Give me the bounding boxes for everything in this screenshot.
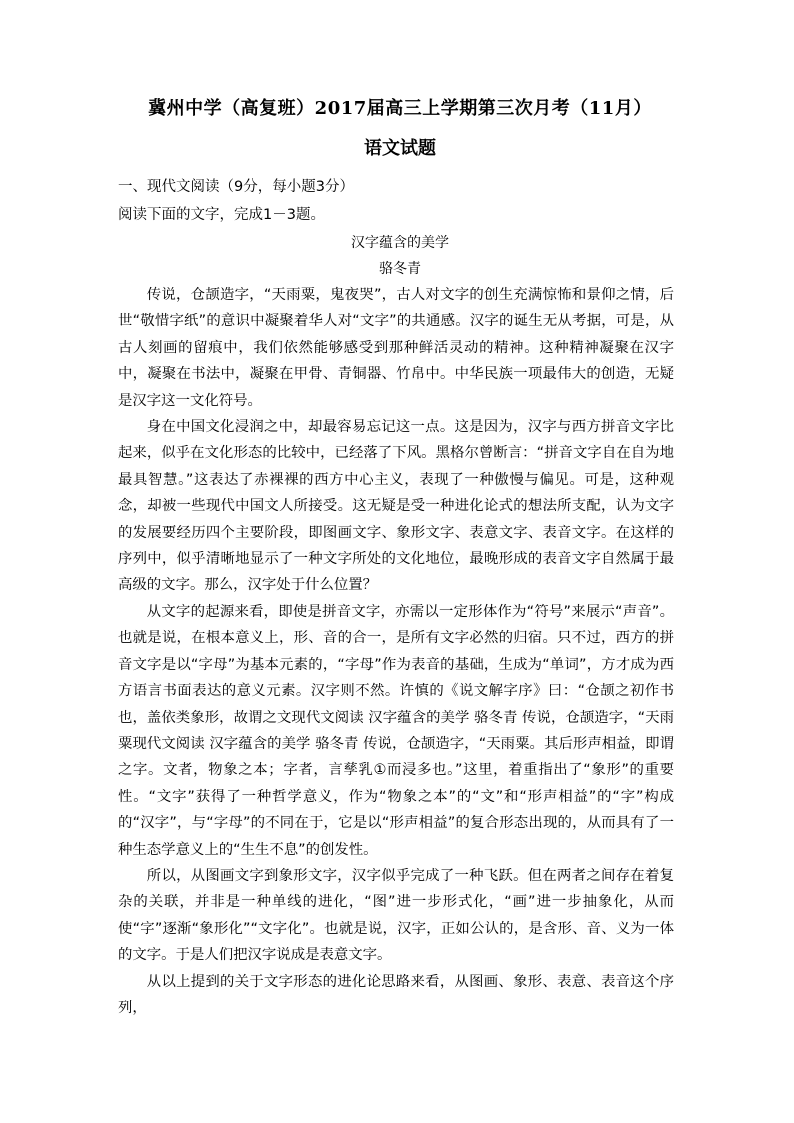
paragraph: 从以上提到的关于文字形态的进化论思路来看，从图画、象形、表意、表音这个序列， bbox=[118, 973, 674, 1016]
section-heading: 一、现代文阅读（9分，每小题3分） bbox=[118, 179, 354, 195]
section-instruction: 阅读下面的文字，完成1－3题。 bbox=[118, 207, 325, 223]
paragraph: 从文字的起源来看，即使是拼音文字，亦需以一定形体作为“符号”来展示“声音”。也就是说，在根本意义上，形、音的合一，是所有文字必然的归宿。只不过，西方的拼音文字是以“字母”为基本元素的，“字母”作为表音的基础，生成为“单词”，方才成为西方语言书面表达的意义元素。汉字则不然。许慎的《说文解字序》曰：“仓颉之初作书也，盖依类象形，故谓之文现代文阅读 汉字蕴含的美学 骆冬青 传说，仓颉造字，“天雨粟现代文阅读 汉字蕴含的美学 骆冬青 传说，仓颉造字，“天雨粟。其后形声相益，即谓之字。文者，物象之本；字者，言孳乳①而浸多也。”这里，着重指出了“象形”的重要性。“文字”获得了一种哲学意义，作为“物象之本”的“文”和“形声相益”的“字”构成的“汉字”，与“字母”的不同在于，它是以“形声相益”的复合形态出现的，从而具有了一种生态学意义上的“生生不息”的创发性。 bbox=[118, 603, 674, 858]
paragraph: 所以，从图画文字到象形文字，汉字似乎完成了一种飞跃。但在两者之间存在着复杂的关联，并非是一种单线的进化，“图”进一步形式化，“画”进一步抽象化，从而使“字”逐渐“象形化”“文字化”。也就是说，汉字，正如公认的，是含形、音、义为一体的文字。于是人们把汉字说成是表意文字。 bbox=[118, 867, 674, 964]
article-title: 汉字蕴含的美学 bbox=[351, 235, 449, 251]
paragraph: 传说，仓颉造字，“天雨粟，鬼夜哭”，古人对文字的创生充满惊怖和景仰之情，后世“敬惜字纸”的意识中凝聚着华人对“文字”的共通感。汉字的诞生无从考据，可是，从古人刻画的留痕中，我们依然能够感受到那种鲜活灵动的精神。这种精神凝聚在汉字中，凝聚在书法中，凝聚在甲骨、青铜器、竹帛中。中华民族一项最伟大的创造，无疑是汉字这一文化符号。 bbox=[118, 287, 674, 409]
article-author: 骆冬青 bbox=[379, 261, 421, 277]
exam-title: 冀州中学（高复班）2017届高三上学期第三次月考（11月） bbox=[148, 98, 652, 119]
exam-subtitle: 语文试题 bbox=[364, 138, 436, 159]
paragraph: 身在中国文化浸润之中，却最容易忘记这一点。这是因为，汉字与西方拼音文字比起来，似乎在文化形态的比较中，已经落了下风。黑格尔曾断言：“拼音文字自在自为地最具智慧。”这表达了赤裸裸的西方中心主义，表现了一种傲慢与偏见。可是，这种观念，却被一些现代中国文人所接受。这无疑是受一种进化论式的想法所支配，认为文字的发展要经历四个主要阶段，即图画文字、象形文字、表意文字、表音文字。在这样的序列中，似乎清晰地显示了一种文字所处的文化地位，最晚形成的表音文字自然属于最高级的文字。那么，汉字处于什么位置？ bbox=[118, 419, 674, 594]
article-body bbox=[118, 282, 674, 1021]
